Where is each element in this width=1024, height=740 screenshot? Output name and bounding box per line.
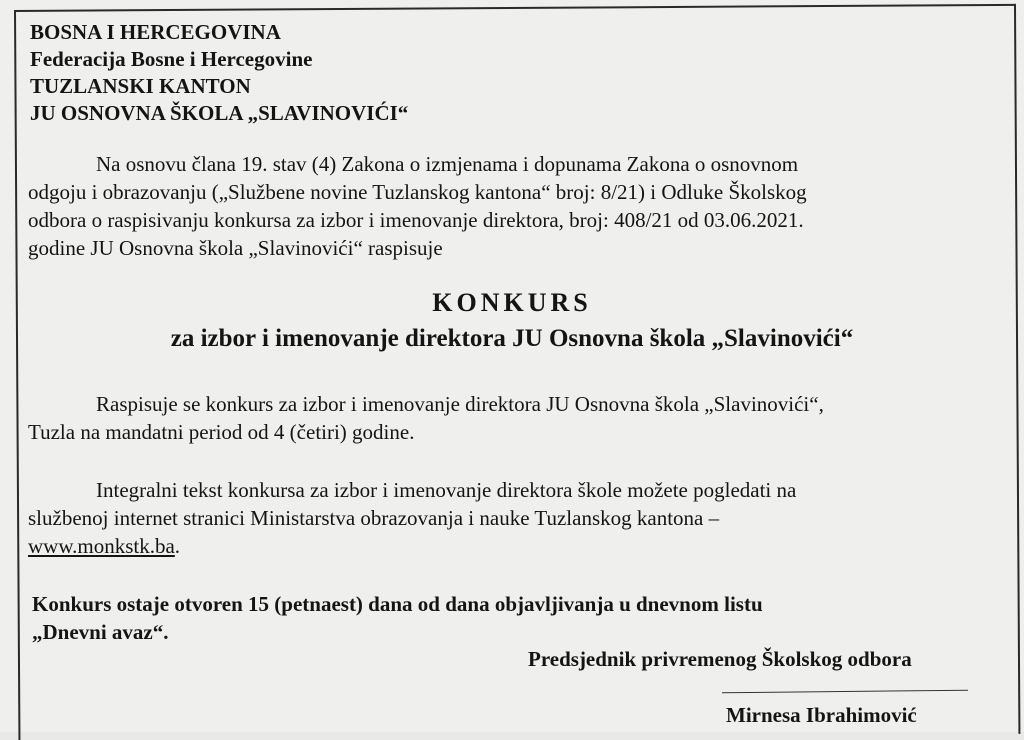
body2-line-2: službenoj internet stranici Ministarstva obrazovanja i nauke Tuzlanskog kantona – xyxy=(28,506,720,530)
signature-role: Predsjednik privremenog Školskog odbora xyxy=(528,647,912,671)
closing-line-1: Konkurs ostaje otvoren 15 (petnaest) dana od dana objavljivanja u dnevnom listu xyxy=(32,592,763,616)
header-school: JU OSNOVNA ŠKOLA „SLAVINOVIĆI“ xyxy=(30,101,409,125)
body2-line-3 xyxy=(28,534,180,559)
closing-line-2: „Dnevni avaz“. xyxy=(32,620,169,644)
header-federation: Federacija Bosne i Hercegovine xyxy=(30,47,313,71)
document-title: KONKURS xyxy=(432,288,592,317)
intro-line-3: odbora o raspisivanju konkursa za izbor i imenovanje direktora, broj: 408/21 od 03.06.2021. xyxy=(28,208,804,232)
ministry-website-link[interactable]: www.monkstk.ba xyxy=(28,534,175,558)
body2-line-1: Integralni tekst konkursa za izbor i imenovanje direktora škole možete pogledati na xyxy=(96,478,797,502)
header-country: BOSNA I HERCEGOVINA xyxy=(30,20,281,44)
link-period: . xyxy=(174,534,181,558)
body1-line-2: Tuzla na mandatni period od 4 (četiri) godine. xyxy=(28,420,415,444)
body1-line-1: Raspisuje se konkurs za izbor i imenovanje direktora JU Osnovna škola „Slavinovići“, xyxy=(96,392,824,416)
intro-line-1: Na osnovu člana 19. stav (4) Zakona o izmjenama i dopunama Zakona o osnovnom xyxy=(96,152,799,176)
document-subtitle: za izbor i imenovanje direktora JU Osnovna škola „Slavinovići“ xyxy=(170,325,854,352)
intro-line-2: odgoju i obrazovanju („Službene novine Tuzlanskog kantona“ broj: 8/21) i Odluke Školskog xyxy=(28,180,807,204)
signature-name: Mirnesa Ibrahimović xyxy=(726,703,917,727)
header-canton: TUZLANSKI KANTON xyxy=(30,74,251,98)
intro-line-4: godine JU Osnovna škola „Slavinovići“ raspisuje xyxy=(28,236,443,260)
